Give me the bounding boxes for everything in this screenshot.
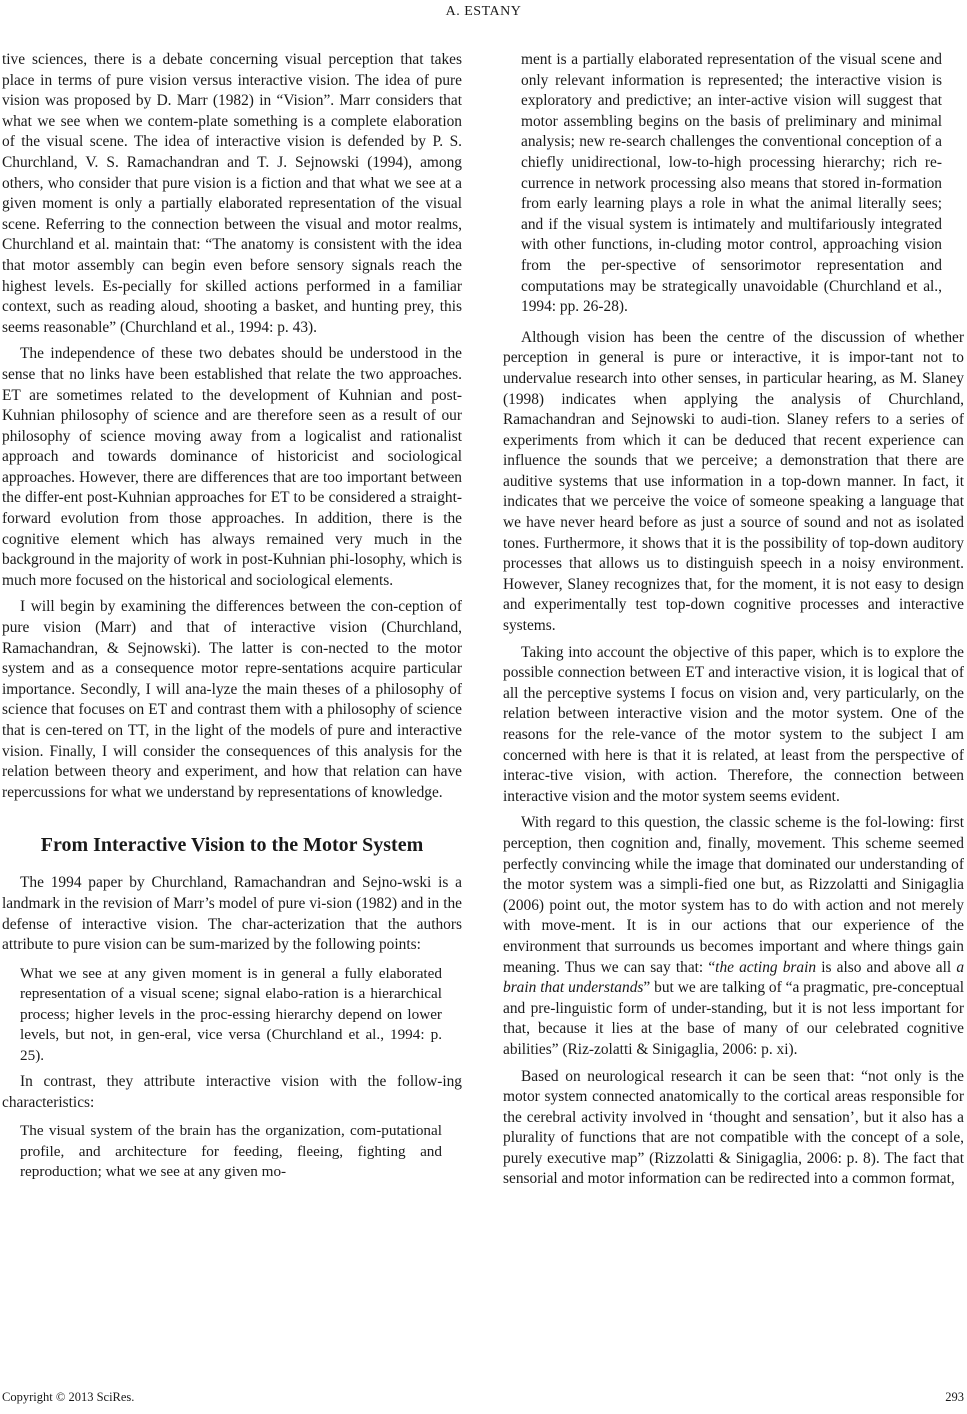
block-quote: The visual system of the brain has the organization, com-putational profile, and architecture for feeding, fleeing, fighting and reproduction; what we see at any given mo- xyxy=(20,1122,442,1181)
paragraph: Although vision has been the centre of the discussion of whether perception in general is pure or interactive, it is impor-tant not to undervalue research into other senses, in particular hearing, as M. Slaney (1998) indicates when applying the analysis of Churchland, Ramachandran and Sejnowski to audi-tion. Slaney refers to a series of experiments from which it can be deduced that recent experience can influence the sounds that we perceive; a demonstration that there are auditive systems that use information in a top-down manner. In fact, it indicates that we perceive the voice of someone speaking a language that we have never heard before as just a source of sound and not as isolated tones. Furthermore, it shows that it is the possibility of top-down auditory processes that allows us to distinguish speech in a noisy environment. However, Slaney recognizes that, for the moment, it is not easy to design and experimentally test top-down cognitive processes and interactive systems. xyxy=(503,328,964,635)
paragraph: I will begin by examining the differences between the con-ception of pure vision (Marr) and that of interactive vision (Churchland, Ramachandran, & Sejnowski). The latter is con-nected to the motor system and as a consequence motor repre-sentations acquire particular importance. Secondly, I will ana-lyze the main theses of a philosophy of science that focuses on ET and contrast them with a philosophy of science that is cen-tered on TT, in the light of the models of pure and interactive vision. Finally, I will consider the consequences of this analysis for the relation between theory and experiment, and how that relation can have repercussions for what we understand by representations of knowledge. xyxy=(2,598,462,801)
paragraph: The 1994 paper by Churchland, Ramachandran and Sejno-wski is a landmark in the revision of Marr’s model of pure vi-sion (1982) and in the defense of interactive vision. The char-acterization that the authors attribute to pure vision can be sum-marized by the following points: xyxy=(2,874,462,954)
text-run: is also and above all xyxy=(816,958,957,976)
block-quote: What we see at any given moment is in general a fully elaborated representation of a visual scene; signal elabo-ration is a hierarchical process; higher levels in the proc-essing hierarchy depend on lower levels, but not, in gen-eral, vice versa (Churchland et al., 1994: p. 25). xyxy=(20,964,442,1064)
paragraph xyxy=(503,813,964,1060)
left-column xyxy=(2,50,462,1183)
emphasis: a brain that understands xyxy=(503,958,965,997)
copyright-notice: Copyright © 2013 SciRes. xyxy=(2,1390,135,1404)
emphasis: the acting brain xyxy=(715,958,817,976)
section-heading: From Interactive Vision to the Motor System xyxy=(40,834,424,857)
paragraph: Based on neurological research it can be seen that: “not only is the motor system connected anatomically to the cortical areas responsible for the cerebral activity involved in ‘thought and sensation’, but it also has a plurality of functions that are not compatible with the concept of a sole, purely executive map” (Rizzolatti & Sinigaglia, 2006: p. 8). The fact that sensorial and motor information can be redirected into a common format, xyxy=(503,1067,964,1188)
paragraph: tive sciences, there is a debate concerning visual perception that takes place in terms of pure vision versus interactive vision. The idea of pure vision was proposed by D. Marr (1982) in “Vision”. Marr considers that what we see when we contem-plate something is a complete elaboration of the visual scene. The idea of interactive vision is defended by P. S. Churchland, V. S. Ramachandran and T. J. Sejnowski (1994), among others, who consider that pure vision is a fiction and that what we see at a given moment is only a partially elaborated representation of the visual scene. Referring to the connection between the visual and motor realms, Churchland et al. maintain that: “The anatomy is consistent with the idea that motor assembly can begin even before sensory signals reach the highest levels. Es-pecially for skilled actions performed in a familiar context, such as reading aloud, shooting a basket, and hunting prey, this seems reasonable” (Churchland et al., 1994: p. 43). xyxy=(2,51,462,336)
paragraph: In contrast, they attribute interactive vision with the follow-ing characteristics: xyxy=(2,1073,462,1111)
right-column xyxy=(503,50,964,1190)
page-number: 293 xyxy=(945,1390,964,1404)
running-header: A. ESTANY xyxy=(445,4,522,19)
paragraph: The independence of these two debates should be understood in the sense that no links have been established that relate the two approaches. ET are sometimes related to the development of Kuhnian and post-Kuhnian philosophy of science and are therefore seen as a result of our philosophy of science moving away from a logicalist and rationalist approach and towards dominance of historicist and sociological approaches. However, there are differences that are too important between the differ-ent post-Kuhnian approaches for ET to be considered a straight-forward evolution from those approaches. In addition, there is the cognitive element which has always remained very much in the background in the majority of work in post-Kuhnian phi-losophy, which is much more focused on the historical and sociological elements. xyxy=(2,345,462,589)
paragraph: Taking into account the objective of this paper, which is to explore the possible connection between ET and interactive vision, it is logical that of all the perceptive systems I focus on vision and, very particularly, on the relation between interactive vision and the motor system. One of the reasons for the rele-vance of the motor system to the subject I am concerned with here is that it is related, at least from the perspective of interac-tive vision, with action. Therefore, the connection between interactive vision and the motor system seems evident. xyxy=(503,643,964,805)
block-quote-continued: ment is a partially elaborated representation of the visual scene and only relevant information is represented; the interactive vision is exploratory and predictive; an inter-active vision will suggest that motor assembling begins on the basis of preliminary and minimal analysis; new re-search challenges the conventional conception of a chiefly unidirectional, low-to-high processing hierarchy; rich re-currence in network processing also means that stored in-formation from early learning plays a role in what the animal literally sees; and if the visual system is intimately and multifariously integrated with other functions, in-cluding motor control, approaching vision from the per-spective of sensorimotor representation and computations may be strategically unavoidable (Churchland et al., 1994: pp. 26-28). xyxy=(521,51,942,316)
text-run: ” but we are talking of “a pragmatic, pre-conceptual and pre-linguistic form of under-standing, but it is not less important for that, because it lies at the base of many of our celebrated cognitive abilities” (Riz-zolatti & Sinigaglia, 2006: p. xi). xyxy=(503,979,964,1058)
text-run: With regard to this question, the classic scheme is the fol-lowing: first perception, then cognition and, finally, movement. This scheme seemed perfectly convincing while the image that dominated our understanding of the motor system was a simpli-fied one but, as Rizzolatti and Sinigaglia (2006) point out, the motor system has to do with action and not merely with move-ment. It is in our actions that our experience of the environment that surrounds us becomes important and where things gain meaning. Thus we can say that: “ xyxy=(503,814,964,976)
